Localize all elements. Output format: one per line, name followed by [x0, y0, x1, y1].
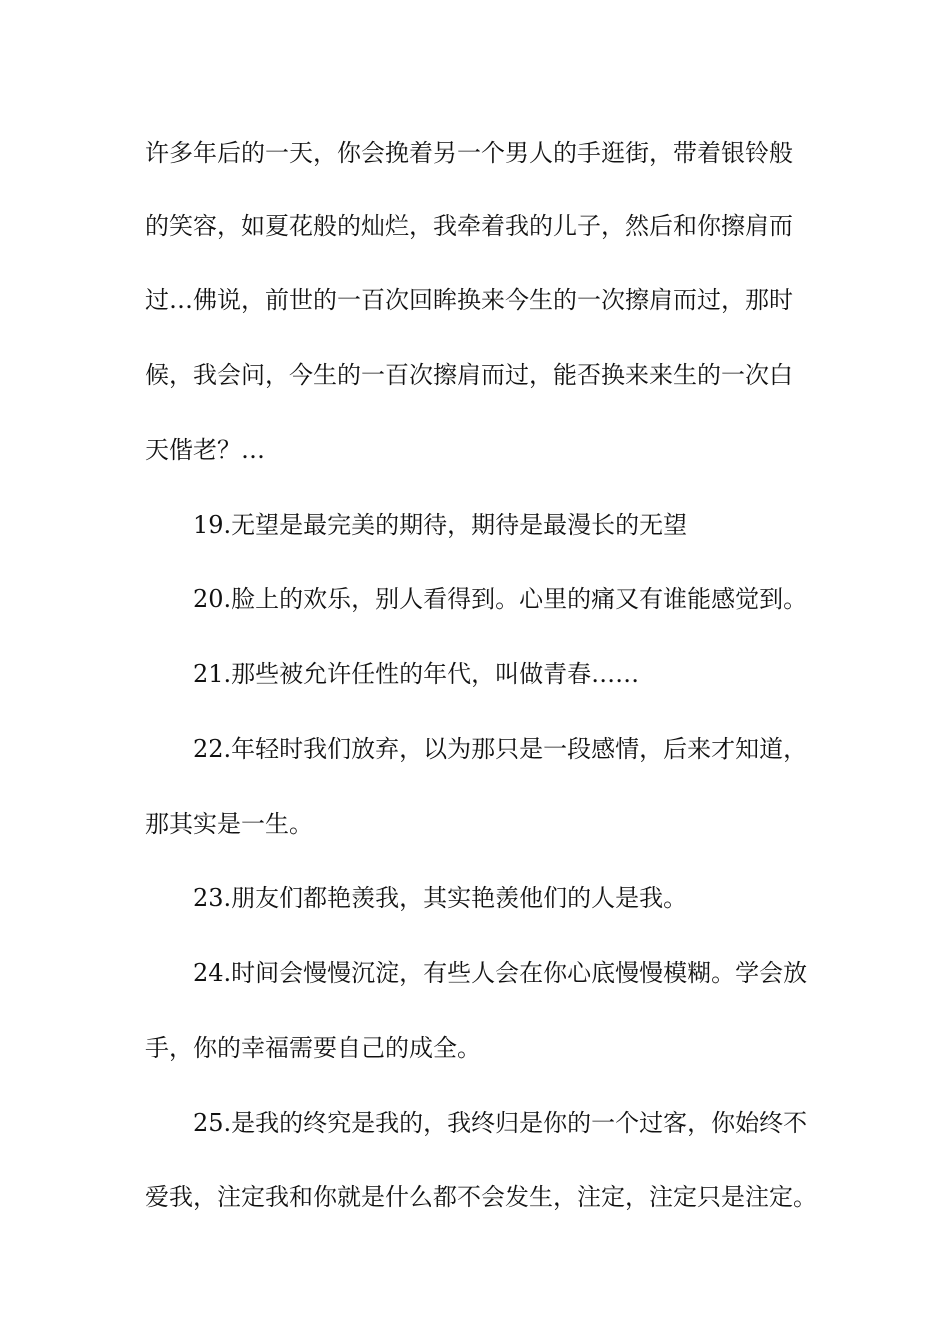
- text-line: 许多年后的一天，你会挽着另一个男人的手逛街，带着银铃般: [145, 139, 793, 167]
- numbered-item-24: 24.时间会慢慢沉淀，有些人会在你心底慢慢模糊。学会放: [193, 959, 808, 987]
- numbered-item-22: 22.年轻时我们放弃，以为那只是一段感情，后来才知道，: [193, 735, 808, 763]
- numbered-item-25: 25.是我的终究是我的，我终归是你的一个过客，你始终不: [193, 1109, 808, 1137]
- text-line: 天偕老？…: [145, 436, 265, 464]
- text-line: 过…佛说，前世的一百次回眸换来今生的一次擦肩而过，那时: [145, 286, 793, 314]
- numbered-item-19: 19.无望是最完美的期待，期待是最漫长的无望: [193, 511, 688, 539]
- text-line: 那其实是一生。: [145, 810, 313, 838]
- numbered-item-21: 21.那些被允许任性的年代，叫做青春……: [193, 660, 640, 688]
- numbered-item-20: 20.脸上的欢乐，别人看得到。心里的痛又有谁能感觉到。: [193, 585, 808, 613]
- numbered-item-23: 23.朋友们都艳羡我，其实艳羡他们的人是我。: [193, 884, 688, 912]
- text-line: 爱我，注定我和你就是什么都不会发生，注定，注定只是注定。: [145, 1183, 817, 1211]
- text-line: 的笑容，如夏花般的灿烂，我牵着我的儿子，然后和你擦肩而: [145, 212, 793, 240]
- text-line: 手，你的幸福需要自己的成全。: [145, 1034, 481, 1062]
- text-line: 候，我会问，今生的一百次擦肩而过，能否换来来生的一次白: [145, 361, 793, 389]
